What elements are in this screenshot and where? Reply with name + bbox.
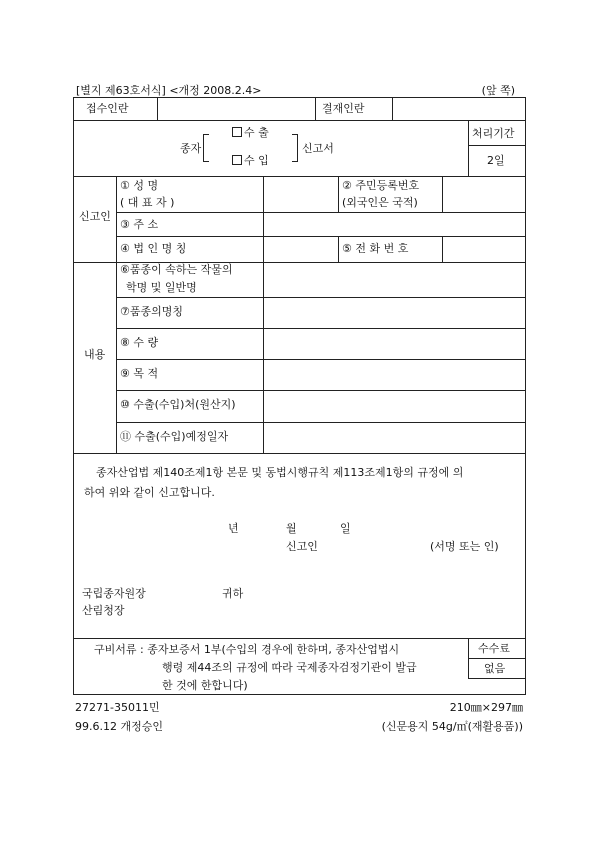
divider <box>315 98 316 120</box>
divider <box>116 212 525 213</box>
bracket-right <box>292 134 298 162</box>
divider <box>116 297 525 298</box>
address-label: ③ 주 소 <box>120 218 159 231</box>
required-documents-line-3: 한 것에 한합니다) <box>162 679 248 692</box>
scheduled-date-label: ⑪ 수출(수입)예정일자 <box>120 430 229 443</box>
origin-label: ⑩ 수출(수입)처(원산지) <box>120 398 236 411</box>
paper-size: 210㎜×297㎜ <box>449 701 523 714</box>
processing-period-label: 처리기간 <box>472 127 515 140</box>
paper-spec: (신문용지 54g/㎡(재활용품)) <box>381 720 523 733</box>
divider <box>74 176 525 177</box>
date-month-label: 월 <box>286 522 297 535</box>
recipient-forest-service: 산림청장 <box>82 604 125 617</box>
honorific: 귀하 <box>222 587 244 600</box>
divider <box>116 176 117 262</box>
divider <box>74 638 525 639</box>
divider <box>74 120 525 121</box>
crop-name-sub-label: 학명 및 일반명 <box>126 281 197 294</box>
fee-value: 없음 <box>484 662 506 675</box>
divider <box>116 262 117 453</box>
resident-number-sub-label: (외국인은 국적) <box>342 196 418 209</box>
title-suffix: 신고서 <box>302 142 334 155</box>
form-number: [별지 제63호서식] <개정 2008.2.4> <box>76 84 262 97</box>
divider <box>442 176 443 212</box>
date-year-label: 년 <box>228 522 239 535</box>
divider <box>116 422 525 423</box>
signature-note: (서명 또는 인) <box>430 540 499 553</box>
export-option-label: 수 출 <box>244 126 269 139</box>
page-side-label: (앞 쪽) <box>481 84 515 97</box>
name-sub-label: ( 대 표 자 ) <box>120 196 175 209</box>
crop-name-label: ⑥품종이 속하는 작물의 <box>120 263 233 276</box>
divider <box>468 120 469 176</box>
declaration-line-1: 종자산업법 제140조제1항 본문 및 동법시행규칙 제113조제1항의 규정에 의 <box>96 466 464 479</box>
purpose-label: ⑨ 목 적 <box>120 367 159 380</box>
reporter-section-label: 신고인 <box>79 210 111 223</box>
divider <box>468 145 525 146</box>
checkbox-icon[interactable] <box>232 155 242 165</box>
phone-number-label: ⑤ 전 화 번 호 <box>342 242 409 255</box>
divider <box>116 236 525 237</box>
required-documents-line-1: 구비서류 : 종자보증서 1부(수입의 경우에 한하며, 종자산업법시 <box>94 643 400 656</box>
signer-label: 신고인 <box>286 540 318 553</box>
divider <box>338 176 339 212</box>
receipt-stamp-label: 접수인란 <box>86 102 129 115</box>
divider <box>157 98 158 120</box>
divider <box>116 359 525 360</box>
checkbox-icon[interactable] <box>232 127 242 137</box>
fee-label: 수수료 <box>478 642 510 655</box>
content-section-label: 내용 <box>84 348 106 361</box>
divider <box>442 236 443 262</box>
date-day-label: 일 <box>340 522 351 535</box>
divider <box>116 328 525 329</box>
title-prefix: 종자 <box>180 142 202 155</box>
recipient-seed-institute: 국립종자원장 <box>82 587 146 600</box>
required-documents-line-2: 행령 제44조의 규정에 따라 국제종자검정기관이 발급 <box>162 661 417 674</box>
corporation-name-label: ④ 법 인 명 칭 <box>120 242 187 255</box>
export-option[interactable] <box>232 126 269 140</box>
form-code: 27271-35011민 <box>75 701 160 714</box>
divider <box>392 98 393 120</box>
resident-number-label: ② 주민등록번호 <box>342 179 420 192</box>
divider <box>263 262 264 453</box>
bracket-left <box>203 134 209 162</box>
declaration-line-2: 하여 위와 같이 신고합니다. <box>84 486 215 499</box>
divider <box>74 453 525 454</box>
divider <box>338 236 339 262</box>
divider <box>468 658 525 659</box>
variety-name-label: ⑦품종의명칭 <box>120 305 183 318</box>
name-label: ① 성 명 <box>120 179 159 192</box>
import-option-label: 수 입 <box>244 154 269 167</box>
divider <box>116 390 525 391</box>
quantity-label: ⑧ 수 량 <box>120 336 159 349</box>
import-option[interactable] <box>232 154 269 168</box>
processing-period-value: 2일 <box>487 154 505 167</box>
divider <box>468 678 525 679</box>
approval-date: 99.6.12 개정승인 <box>75 720 163 733</box>
divider <box>263 176 264 262</box>
approval-stamp-label: 결재인란 <box>322 102 365 115</box>
report-form <box>73 97 526 695</box>
